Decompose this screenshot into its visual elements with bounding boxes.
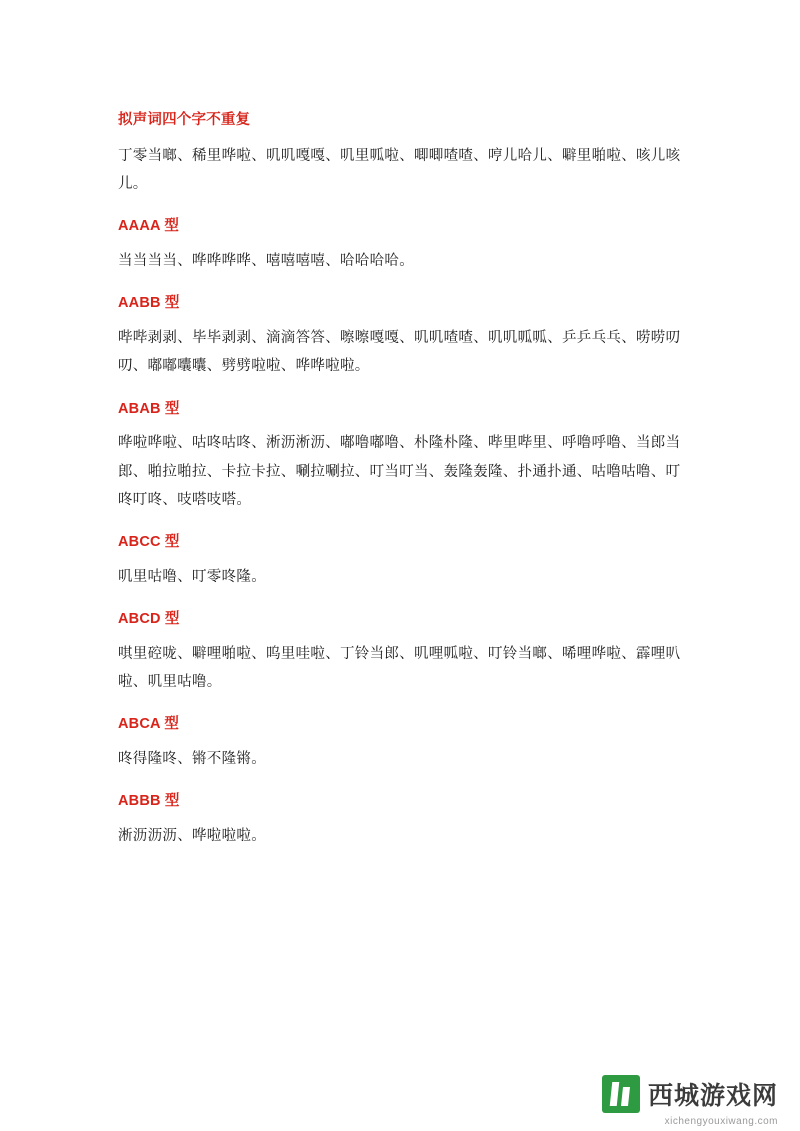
section-body-2: 哔哔剥剥、毕毕剥剥、滴滴答答、嚓嚓嘎嘎、叽叽喳喳、叽叽呱呱、乒乒乓乓、唠唠叨叨、嘟嘟囔囔、劈劈啦啦、哗哗啦啦。 <box>118 330 681 375</box>
watermark <box>602 1075 778 1113</box>
document-content <box>118 110 684 868</box>
section-heading-7: ABBB 型 <box>118 793 180 810</box>
section-body-0: 丁零当啷、稀里哗啦、叽叽嘎嘎、叽里呱啦、唧唧喳喳、哼儿哈儿、噼里啪啦、咳儿咳儿。 <box>118 147 681 193</box>
brand-logo-icon <box>602 1075 640 1113</box>
section-body-3: 哗啦哗啦、咕咚咕咚、淅沥淅沥、嘟噜嘟噜、朴隆朴隆、哔里哔里、呼噜呼噜、当郎当郎、啪拉啪拉、卡拉卡拉、唰拉唰拉、叮当叮当、轰隆轰隆、扑通扑通、咕噜咕噜、叮咚叮咚、吱嗒吱嗒。 <box>118 435 681 508</box>
section-heading-0: 拟声词四个字不重复 <box>118 112 251 128</box>
section-heading-1: AAAA 型 <box>118 218 180 235</box>
section-heading-5: ABCD 型 <box>118 611 180 628</box>
section-heading-6: ABCA 型 <box>118 716 180 733</box>
section-body-1: 当当当当、哗哗哗哗、嘻嘻嘻嘻、哈哈哈哈。 <box>118 253 414 270</box>
section-body-5: 唭里硿咙、噼哩啪啦、呜里哇啦、丁铃当郎、叽哩呱啦、叮铃当啷、唏哩哗啦、霹哩叭啦、叽里咕噜。 <box>118 645 681 691</box>
section-body-6: 咚得隆咚、锵不隆锵。 <box>118 751 266 768</box>
watermark-brand: 西城游戏网 <box>647 1082 778 1110</box>
section-body-4: 叽里咕噜、叮零咚隆。 <box>118 568 266 585</box>
watermark-url: xichengyouxiwang.com <box>664 1116 778 1127</box>
section-heading-2: AABB 型 <box>118 295 180 312</box>
section-body-7: 淅沥沥沥、哗啦啦啦。 <box>118 828 266 845</box>
section-heading-3: ABAB 型 <box>118 400 180 417</box>
section-heading-4: ABCC 型 <box>118 534 180 551</box>
